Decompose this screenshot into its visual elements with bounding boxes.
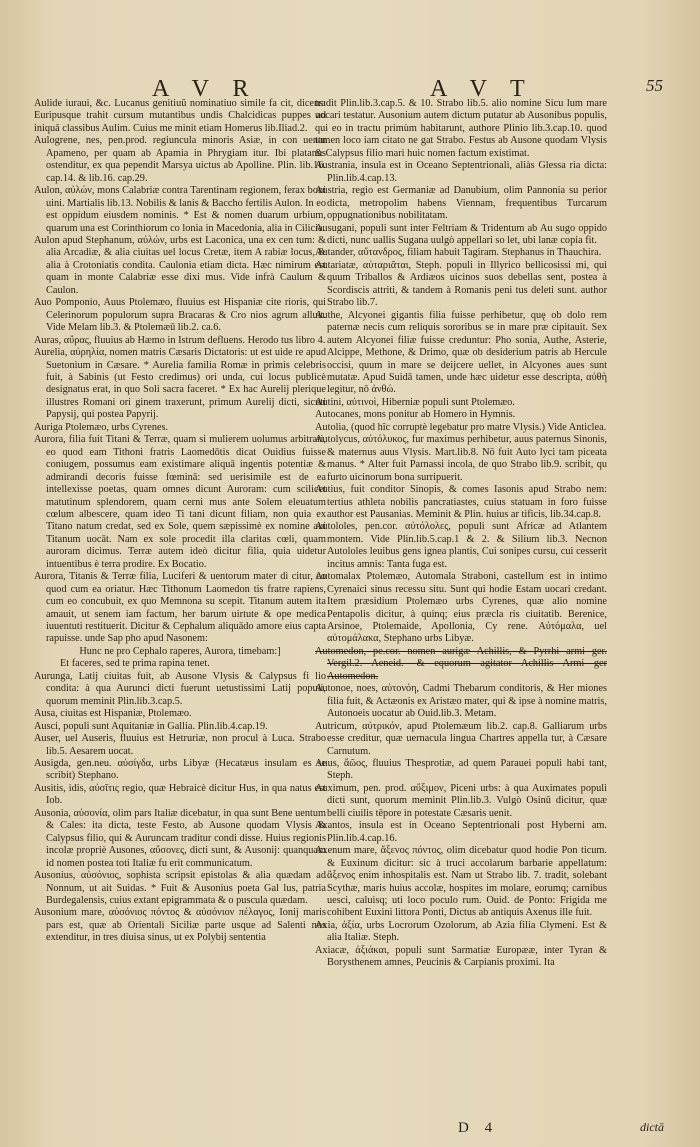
dictionary-entry: Ausigda, gen.neu. αὐσίγδα, urbs Libyæ (Hecatæus insulam es se scribit) Stephano.	[34, 758, 326, 782]
dictionary-entry: Ausonius, αὐσόνιος, sophista scripsit epistolas & alia quædam ad Nonnum, ut ait Suidas. * Fuit & Ausonius poeta Gal lus, patria Burdegalensis, cuius extant epigrammata & o puscula quædam.	[34, 870, 326, 906]
dictionary-entry: Autricum, αὐτρικόν, apud Ptolemæum lib.2. cap.8. Galliarum urbs esse creditur, quæ uernacula lingua Chartres appella tur, à Cæsare Carnutum.	[315, 720, 607, 757]
dictionary-entry: Automedon, pe.cor. nomen aurigæ Achillis, & Pyrrhi armi ger. Vergil.2. Aeneid.- & equorum agitator Achillis Armi ger Automedon.	[315, 645, 607, 682]
dictionary-entry: Autariatæ, αὐταριᾶται, Steph. populi in Illyrico bellicosissi mi, qui quum Triballos & Ardiæos uicinos suos debellas sent, postea à Scordiscis attriti, & tandem à Romanis peni tus deleti sunt. author Strabo lib.7.	[315, 259, 607, 309]
dictionary-entry: Autius, fuit conditor Sinopis, & comes Iasonis apud Strabo nem: tertius athleta nobilis pancratiastes, cuius statuam in foro fuisse author est Pausanias. Meminit & Plin. huius ar tificis, lib.34.cap.8.	[315, 484, 607, 520]
left-column	[34, 98, 326, 945]
dictionary-entry: Auo Pomponio, Auus Ptolemæo, fluuius est Hispaniæ cite rioris, qui Celerinorum populorum supra Bracaras & Cro nios agrum alluit. Vide Melam lib.3. & Ptolemæū lib.2. ca.6.	[34, 297, 326, 334]
dictionary-entry: Aurora, Titanis & Terræ filia, Luciferi & uentorum mater di citur, eo quod cum ea oriatur. Hæc Tithonum Laomedon tis fratre rapiens, cum eo concubuit, ex quo Memnona su scepit. Titanum autem ita amauit, ut senem iam factum, her barum uirtute & ope medica iuuentuti restituerit. Dicitur & Cephalum aliquādo amore eius capta rapuisse. unde Sap pho apud Nasonem:	[34, 571, 326, 645]
dictionary-entry: Axenum mare, ἄξενος πόντος, olim dicebatur quod hodie Pon ticum. & Euxinum dicitur: sic à truci accolarum barbarie appellatum: ἄξενος enim inhospitalis est. Nam ut Strabo lib. 7. tradit, solebant Scythæ, maris huius accolæ, hospites im molare, eorumq; carnibus uesci, caluisq; uti loco poculo rum. Ouid. de Ponto: Frigida me cohibent Euxini littora Ponti, Dictus ab antiquis Axenus ille fuit.	[315, 845, 607, 919]
running-head-right: A V T	[430, 76, 534, 102]
dictionary-entry: Auras, αὔρας, fluuius ab Hæmo in Istrum defluens. Herodo tus libro 4.	[34, 334, 326, 346]
dictionary-entry: Autolycus, αὐτόλυκος, fur maximus perhibetur, auus paternus Sinonis, & maternus auus Vlysis. Mart.lib.8. Nō fuit Auto lyci tam piceata manus. * Alter fuit Parnassi incola, de quo Strabo lib.9. scribit, qu furto uicinorum bona surripuerit.	[315, 434, 607, 483]
dictionary-entry: Ausonium mare, αὐσόνιος πόντος & αὐσόνιον πέλαγος, Ionij maris pars est, quæ ab Orientali Siciliæ parte usque ad Salenti nos extenditur, in tres diuisa sinus, ut ex Polybij sententia	[34, 907, 326, 944]
dictionary-entry: Autini, αὐτινοὶ, Hiberniæ populi sunt Ptolemæo.	[315, 396, 515, 408]
dictionary-entry: Autonoe, noes, αὐτονόη, Cadmi Thebarum conditoris, & Her miones filia fuit, & Actæonis ex Aristæo mater, qui & ipse à nomine matris, Autonoeis uocatur ab Ouid.lib.3. Metam.	[315, 683, 607, 720]
dictionary-entry: Et faceres, sed te prima rapina tenet.	[60, 658, 210, 670]
dictionary-entry: Ausonia, αὐσονία, olim pars Italiæ dicebatur, in qua sunt Bene uentum & Cales: ita dicta, teste Festo, ab Ausone quodam Vlysis & Calypsus filio, qui & Auruncam traditur condi disse. Huius regionis incolæ propriè Ausones, αὔσονες, dicti sunt, & Ausonij: quanquam id nomen postea toti Italiæ fu erit communicatum.	[34, 807, 326, 869]
running-head-left: A V R	[152, 76, 258, 102]
dictionary-entry: Autololes, pen.cor. αὐτόλολες, populi sunt Africæ ad Atlantem montem. Vide Plin.lib.5.cap.1 & 2. & Silium lib.3. Necnon Autololes leuibus gens ignea plantis, Cui sonipes cursu, cui cesserit incitus amnis: Tanta fuga est.	[315, 521, 607, 570]
dictionary-entry: Autocanes, mons ponitur ab Homero in Hymnis.	[315, 409, 516, 421]
dictionary-entry: Axia, ἀξία, urbs Locrorum Ozolorum, ab Azia filia Clymeni. Est & alia Italiæ. Steph.	[315, 919, 607, 944]
dictionary-entry: Austria, regio est Germaniæ ad Danubium, olim Pannonia su perior dicta, metropolim habens Viennam, frequentibus Turcarum oppugnationibus nobilitatam.	[315, 185, 607, 222]
dictionary-entry: Aurelia, αὐρηλία, nomen matris Cæsaris Dictatoris: ut est uide re apud Suetonium in Cæsare. * Aurelia familia Romæ in primis celebris fuit, à Sabinis (ut Festo credimus) ori unda, cui locus publicè designatus erat, in quo Soli sacra faceret. * Ex hac Aurelij plerique illustres Romani ori ginem traxerunt, primum Aurelij dicti, sicuti Papysij, qui postea Papyrij.	[34, 347, 326, 421]
dictionary-entry: tradit Plin.lib.3.cap.5. & 10. Strabo lib.5. alio nomine Sicu lum mare uocari testatur. Ausonium autem dictum putatur ab Ausonibus populis, qui eo in tractu primùm habitarunt, authore Plinio lib.3.cap.10. quod tamen loco iam citato ne gat Strabo. Festus ab Ausone quodam Vlysis & Calypsus filio mari huic nomen factum existimat.	[315, 98, 607, 159]
dictionary-entry: Aulogrene, nes, pen.prod. regiuncula minoris Asiæ, in con uentu Apameno, per quam ab Apamia in Phrygiam itur. Ibi platanus ostenditur, ex qua pependit Marsya uictus ab Apolline. Plin. lib.16. cap.14. & lib.16. cap.29.	[34, 135, 326, 184]
page-number: 55	[646, 76, 663, 95]
dictionary-entry: Ausugani, populi sunt inter Feltriam & Tridentum ab Au sugo oppido dicti, nunc uallis Sugana uulgò appellari so let, ubi lanæ copia fit.	[315, 222, 607, 246]
dictionary-entry: Aulon, αὐλών, mons Calabriæ contra Tarentinam regionem, ferax boni uini. Martialis lib.13. Nobilis & lanis & Baccho fertilis Aulon. In eo est oppidum eiusdem nominis. * Est & nomen duarum urbium, quarum una est Corinthiorum co lonia in Macedonia, alia in Cilicia.	[34, 185, 326, 234]
dictionary-entry: Auriga Ptolemæo, urbs Cyrenes.	[34, 421, 169, 433]
dictionary-entry: Axiacæ, ἀξιάκαι, populi sunt Sarmatiæ Europææ, inter Tyran & Borysthenem amnes, Peucinis & Carpianis proximi. Ita	[315, 944, 607, 969]
catchword: dictā	[640, 1120, 664, 1134]
dictionary-entry: Ausa, ciuitas est Hispaniæ, Ptolemæo.	[34, 708, 192, 720]
dictionary-entry: Ausci, populi sunt Aquitaniæ in Gallia. Plin.lib.4.cap.19.	[34, 720, 268, 732]
right-column	[315, 98, 607, 970]
dictionary-entry: Auus, ἄῶος, fluuius Thesprotiæ, ad quem Parauei populi habi tant, Steph.	[315, 758, 607, 782]
dictionary-entry: Autolia, (quod hîc corruptè legebatur pro matre Vlysis.) Vide Anticlea.	[315, 421, 607, 433]
dictionary-entry: Autander, αὔτανδρος, filiam habuit Tagiram. Stephanus in Thauchira.	[315, 247, 602, 259]
dictionary-entry: Aulide iuraui, &c. Lucanus genitiuŭ nominatiuo simile fa cit, dicens: Euripusque trahit cursum mutantibus undis Chalcidicas puppes ad iniquā classibus Aulim. Cuius me minit etiam Homerus lib.Iliad.2.	[34, 98, 326, 134]
dictionary-entry: Aulon apud Stephanum, αὐλών, urbs est Laconica, una ex cen tum: & alia Arcadiæ, & alia ciuitas uel locus Cretæ, item A rabiæ locus, & alia à Crotoniatis condita. Caulonia etiam dicta. Hæc nimirum est quam in monte Calabriæ esse dixi mus. Vide infrà Caulum & Caulon.	[34, 234, 326, 296]
dictionary-entry: Hunc ne pro Cephalo raperes, Aurora, timebam:]	[79, 645, 281, 657]
dictionary-entry: Auximum, pen. prod. αὔξιμον, Piceni urbs: à qua Auximates populi dicti sunt, quorum meminit Plin.lib.3. Vulgò Osinū dicitur, quæ belli ciuilis tēpore in potestate Cæsaris uenit.	[315, 782, 607, 819]
dictionary-entry: Auser, uel Auseris, fluuius est Hetruriæ, non procul à Luca. Strabo lib.5. Aesarem uocat.	[34, 733, 326, 757]
dictionary-entry: Axantos, insula est in Oceano Septentrionali post Hyberni am. Plin.lib.4.cap.16.	[315, 820, 607, 844]
signature-mark: D 4	[458, 1120, 499, 1136]
dictionary-entry: Automalax Ptolemæo, Automala Straboni, castellum est in intimo Cyrenaici sinus recessu situ. Sunt qui hodie Estam uocari credant. Item præsidium Ptolemæo urbs Cyrenes, quæ alio nomine Pentapolis dicitur, à quinq; eius præcla ris ciuitatib. Berenice, Arsinoe, Ptolemaide, Apollonia, Cy rene. Αὐτόμαλα, uel αὐτομάλακα, Stephano urbs Libyæ.	[315, 571, 607, 645]
dictionary-entry: Austrania, insula est in Oceano Septentrionali, aliàs Glessa ria dicta: Plin.lib.4.cap.13.	[315, 160, 607, 184]
dictionary-entry: Aurunga, Latij ciuitas fuit, ab Ausone Vlysis & Calypsus fi lio condita: à qua Aurunci dicti fuerunt uetustissimi Latij populi, quorum meminit Plin.lib.3.cap.5.	[34, 670, 326, 707]
dictionary-entry: Aurora, filia fuit Titani & Terræ, quam si mulierem uolumus arbitrari, eo quod eam Tithoni fratris Laomedōtis dicat Ouidius fuisse coniugem, possumus eam existimare aliquā ingentis potentiæ & admirandi decoris fuisse fœminā: sed uerisimile est de ea intellexisse poetas, quam omnes dicunt Auroram: cum scilicet matutinum splendorem, quam cerni mus ante Solem eleuatum cœlum albescere, quam ideo Ti tani dicunt filiam, non quia ex Titano natum credat, sed ex Sole, quem sæpissimè ex nomine aui Titanum uocāt. Nam ex sole procedit illa claritas cœli, quam auroram dicimus. Terræ autem ideò dicitur filia, quia uidetur intuentibus è terra prodire. Ex Bocatio.	[34, 434, 326, 570]
dictionary-entry: Authe, Alcyonei gigantis filia fuisse perhibetur, quę ob dolo rem paternæ necis cum reliquis sororibus se in mare præ cipitauit. Sex autem Alcyonei filiæ fuisse creduntur: Pho sonia, Authe, Asterie, Alcippe, Methone, & Drimo, quæ ob desiderium patris ab Hercule occisi, quum in mare se deijcere uellet, in Alcyones aues sunt mutatæ. Apud Suidā tamen, unde hæc uidetur esse descripta, αὐθὴ legitur, nō ἀνθώ.	[315, 309, 607, 396]
dictionary-entry: Ausitis, idis, αὐσῖτις regio, quæ Hebraicè dicitur Hus, in qua natus est Iob.	[34, 782, 326, 807]
